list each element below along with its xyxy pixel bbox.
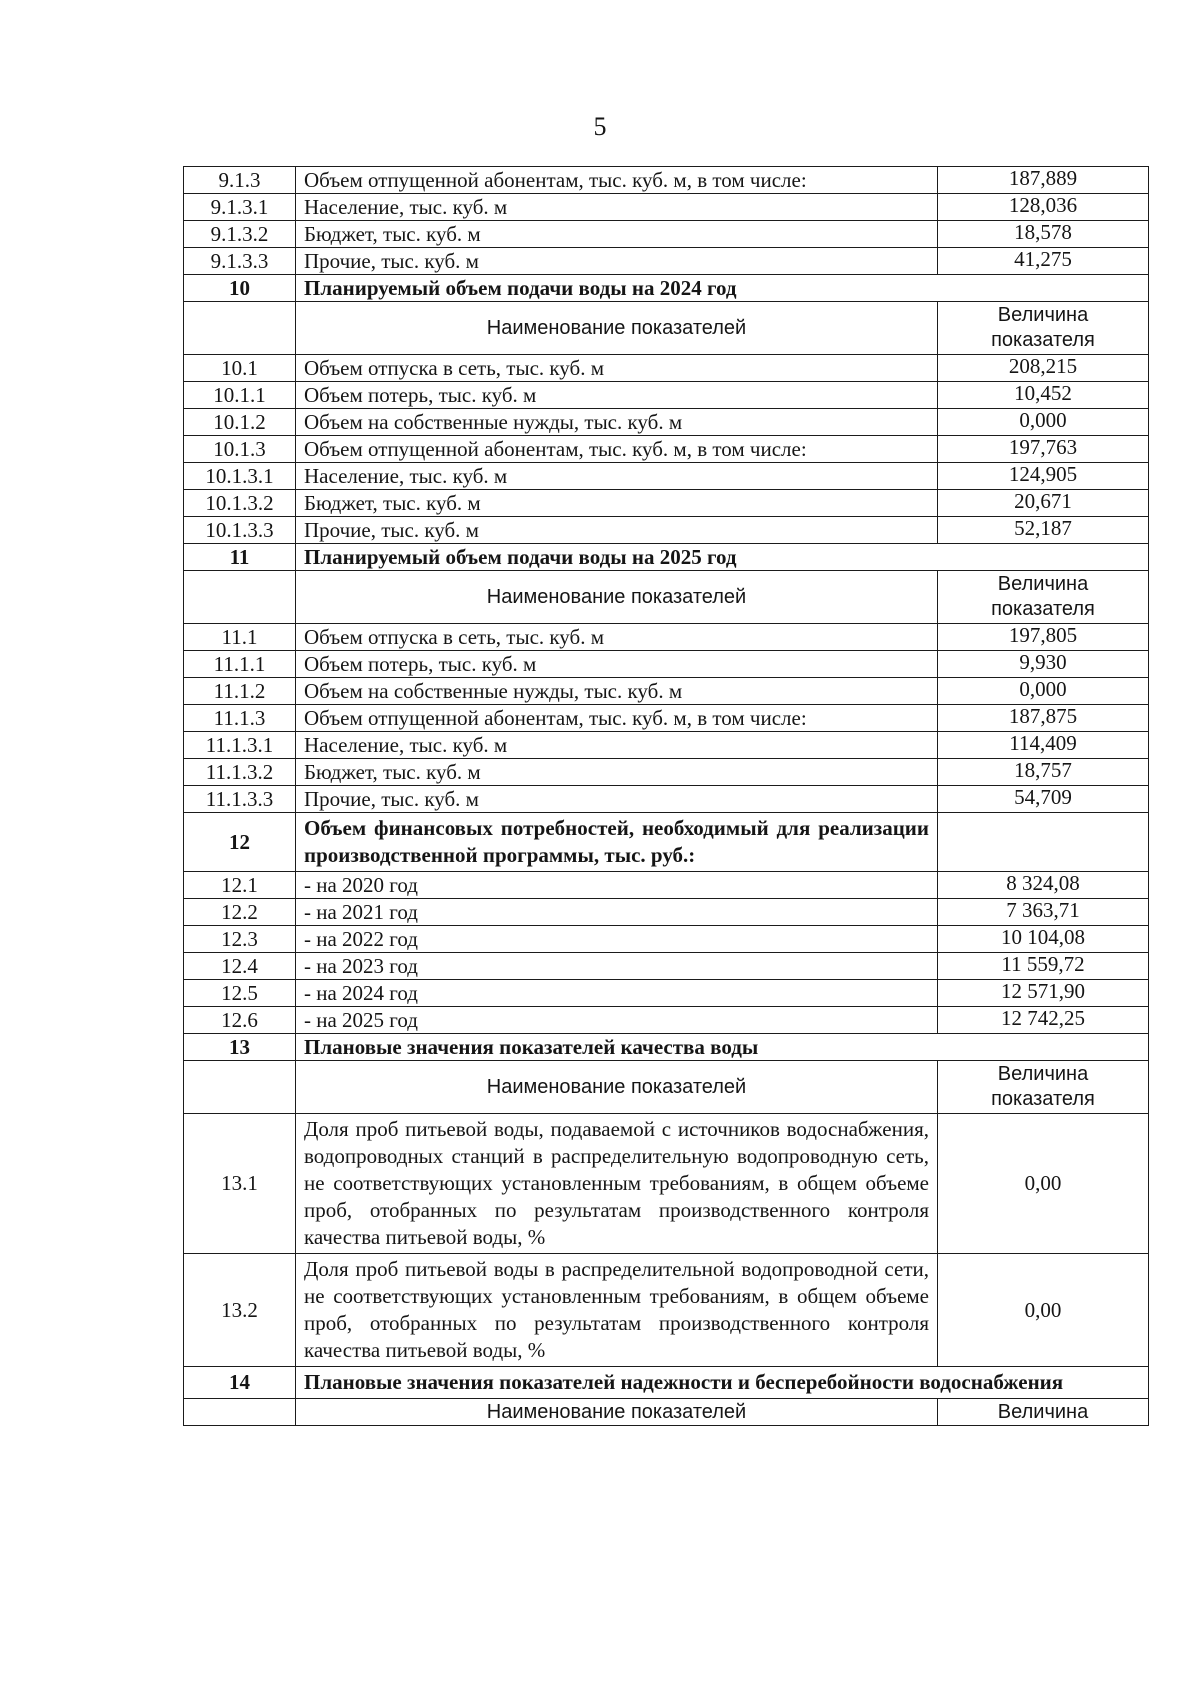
- table-row: [184, 194, 1149, 221]
- column-header-row: [184, 571, 1149, 624]
- row-value: 0,000: [938, 409, 1149, 436]
- header-indicator-name: Наименование показателей: [296, 302, 938, 355]
- row-value: 208,215: [938, 355, 1149, 382]
- row-indicator-name: - на 2023 год: [296, 953, 938, 980]
- row-number: 9.1.3.2: [184, 221, 296, 248]
- table-row: [184, 705, 1149, 732]
- section-title: Планируемый объем подачи воды на 2024 год: [296, 275, 938, 302]
- section-title: Плановые значения показателей надежности и бесперебойности водоснабжения: [296, 1367, 1149, 1399]
- table-row: [184, 678, 1149, 705]
- table-row: [184, 355, 1149, 382]
- row-number: 12.3: [184, 926, 296, 953]
- row-indicator-name: Бюджет, тыс. куб. м: [296, 221, 938, 248]
- row-number: 11.1.3: [184, 705, 296, 732]
- row-value: 18,578: [938, 221, 1149, 248]
- section-number: 12: [184, 813, 296, 872]
- row-number: 11.1.1: [184, 651, 296, 678]
- row-indicator-name: - на 2020 год: [296, 872, 938, 899]
- table-row: [184, 872, 1149, 899]
- section-title-blank: [938, 813, 1149, 872]
- row-indicator-name: - на 2024 год: [296, 980, 938, 1007]
- table-row: [184, 1007, 1149, 1034]
- section-title-blank: [938, 1034, 1149, 1061]
- row-number: 12.5: [184, 980, 296, 1007]
- column-header-row: [184, 1061, 1149, 1114]
- table-row: [184, 786, 1149, 813]
- row-value: 12 742,25: [938, 1007, 1149, 1034]
- row-value: 54,709: [938, 786, 1149, 813]
- table-row: [184, 1254, 1149, 1367]
- row-indicator-name: Прочие, тыс. куб. м: [296, 786, 938, 813]
- table-row: [184, 759, 1149, 786]
- row-value: 11 559,72: [938, 953, 1149, 980]
- row-indicator-name: - на 2021 год: [296, 899, 938, 926]
- row-number: 13.2: [184, 1254, 296, 1367]
- section-title-blank: [938, 275, 1149, 302]
- table-row: [184, 409, 1149, 436]
- row-value: 10,452: [938, 382, 1149, 409]
- row-value: 12 571,90: [938, 980, 1149, 1007]
- row-number: 11.1: [184, 624, 296, 651]
- row-number: 10.1.3.2: [184, 490, 296, 517]
- table-row: [184, 436, 1149, 463]
- row-indicator-name: Прочие, тыс. куб. м: [296, 248, 938, 275]
- section-number: 10: [184, 275, 296, 302]
- row-indicator-name: Объем потерь, тыс. куб. м: [296, 382, 938, 409]
- row-value: 18,757: [938, 759, 1149, 786]
- section-title-blank: [938, 544, 1149, 571]
- row-indicator-name: Объем отпущенной абонентам, тыс. куб. м, в том числе:: [296, 167, 938, 194]
- row-value: 7 363,71: [938, 899, 1149, 926]
- row-indicator-name: Бюджет, тыс. куб. м: [296, 490, 938, 517]
- row-number: 9.1.3: [184, 167, 296, 194]
- section-title: Планируемый объем подачи воды на 2025 год: [296, 544, 938, 571]
- row-indicator-name: Доля проб питьевой воды в распределительной водопроводной сети, не соответствующих установленным требованиям, в общем объеме проб, отобранных по результатам производственного контроля качества питьевой воды, %: [296, 1254, 938, 1367]
- table-row: [184, 1114, 1149, 1254]
- table-row: [184, 490, 1149, 517]
- row-value: 114,409: [938, 732, 1149, 759]
- column-header-row: [184, 302, 1149, 355]
- table-row: [184, 732, 1149, 759]
- row-number: 10.1.3.1: [184, 463, 296, 490]
- header-indicator-value: Величина показателя: [938, 1061, 1149, 1114]
- row-indicator-name: - на 2022 год: [296, 926, 938, 953]
- table-row: [184, 382, 1149, 409]
- header-blank: [184, 302, 296, 355]
- row-value: 124,905: [938, 463, 1149, 490]
- row-value: 9,930: [938, 651, 1149, 678]
- row-indicator-name: Объем на собственные нужды, тыс. куб. м: [296, 409, 938, 436]
- row-value: 197,763: [938, 436, 1149, 463]
- section-title: Плановые значения показателей качества воды: [296, 1034, 938, 1061]
- row-value: 52,187: [938, 517, 1149, 544]
- row-value: 197,805: [938, 624, 1149, 651]
- row-number: 12.1: [184, 872, 296, 899]
- section-header-row: [184, 275, 1149, 302]
- section-number: 11: [184, 544, 296, 571]
- row-number: 12.4: [184, 953, 296, 980]
- row-number: 9.1.3.3: [184, 248, 296, 275]
- row-value: 0,000: [938, 678, 1149, 705]
- table-row: [184, 980, 1149, 1007]
- row-value: 187,875: [938, 705, 1149, 732]
- header-indicator-name: Наименование показателей: [296, 1399, 938, 1426]
- section-title: Объем финансовых потребностей, необходимый для реализации производственной программы, тыс. руб.:: [296, 813, 938, 872]
- production-program-table: [183, 166, 1149, 1426]
- row-number: 11.1.3.1: [184, 732, 296, 759]
- row-value: 0,00: [938, 1114, 1149, 1254]
- table-row: [184, 953, 1149, 980]
- table-row: [184, 899, 1149, 926]
- row-number: 10.1.3.3: [184, 517, 296, 544]
- row-number: 10.1: [184, 355, 296, 382]
- section-header-row: [184, 544, 1149, 571]
- table-row: [184, 167, 1149, 194]
- section-header-row: [184, 1367, 1149, 1399]
- page-number: 5: [593, 112, 607, 141]
- table-row: [184, 248, 1149, 275]
- row-number: 12.6: [184, 1007, 296, 1034]
- header-indicator-name: Наименование показателей: [296, 571, 938, 624]
- row-value: 20,671: [938, 490, 1149, 517]
- section-header-row: [184, 1034, 1149, 1061]
- row-indicator-name: Объем отпущенной абонентам, тыс. куб. м, в том числе:: [296, 705, 938, 732]
- row-number: 9.1.3.1: [184, 194, 296, 221]
- row-value: 8 324,08: [938, 872, 1149, 899]
- row-indicator-name: Прочие, тыс. куб. м: [296, 517, 938, 544]
- row-value: 41,275: [938, 248, 1149, 275]
- header-blank: [184, 1061, 296, 1114]
- row-indicator-name: Доля проб питьевой воды, подаваемой с источников водоснабжения, водопроводных станций в распределительную водопроводную сеть, не соответствующих установленным требованиям, в общем объеме проб, отобранных по результатам производственного контроля качества питьевой воды, %: [296, 1114, 938, 1254]
- table-row: [184, 651, 1149, 678]
- table-row: [184, 624, 1149, 651]
- header-blank: [184, 1399, 296, 1426]
- row-number: 12.2: [184, 899, 296, 926]
- row-indicator-name: Объем отпущенной абонентам, тыс. куб. м, в том числе:: [296, 436, 938, 463]
- header-indicator-value: Величина показателя: [938, 571, 1149, 624]
- row-number: 11.1.3.2: [184, 759, 296, 786]
- row-indicator-name: Объем на собственные нужды, тыс. куб. м: [296, 678, 938, 705]
- header-indicator-value: Величина: [938, 1399, 1149, 1426]
- section-header-row: [184, 813, 1149, 872]
- table-row: [184, 463, 1149, 490]
- row-indicator-name: Население, тыс. куб. м: [296, 732, 938, 759]
- row-number: 13.1: [184, 1114, 296, 1254]
- row-indicator-name: Население, тыс. куб. м: [296, 194, 938, 221]
- row-indicator-name: - на 2025 год: [296, 1007, 938, 1034]
- row-value: 187,889: [938, 167, 1149, 194]
- header-indicator-name: Наименование показателей: [296, 1061, 938, 1114]
- column-header-row: [184, 1399, 1149, 1426]
- row-indicator-name: Объем отпуска в сеть, тыс. куб. м: [296, 355, 938, 382]
- header-indicator-value: Величина показателя: [938, 302, 1149, 355]
- section-number: 14: [184, 1367, 296, 1399]
- row-number: 11.1.3.3: [184, 786, 296, 813]
- row-value: 128,036: [938, 194, 1149, 221]
- row-indicator-name: Бюджет, тыс. куб. м: [296, 759, 938, 786]
- table-row: [184, 221, 1149, 248]
- row-number: 10.1.1: [184, 382, 296, 409]
- row-indicator-name: Объем потерь, тыс. куб. м: [296, 651, 938, 678]
- section-number: 13: [184, 1034, 296, 1061]
- row-value: 0,00: [938, 1254, 1149, 1367]
- table-row: [184, 517, 1149, 544]
- row-value: 10 104,08: [938, 926, 1149, 953]
- row-number: 11.1.2: [184, 678, 296, 705]
- table-row: [184, 926, 1149, 953]
- header-blank: [184, 571, 296, 624]
- row-indicator-name: Объем отпуска в сеть, тыс. куб. м: [296, 624, 938, 651]
- row-indicator-name: Население, тыс. куб. м: [296, 463, 938, 490]
- row-number: 10.1.2: [184, 409, 296, 436]
- row-number: 10.1.3: [184, 436, 296, 463]
